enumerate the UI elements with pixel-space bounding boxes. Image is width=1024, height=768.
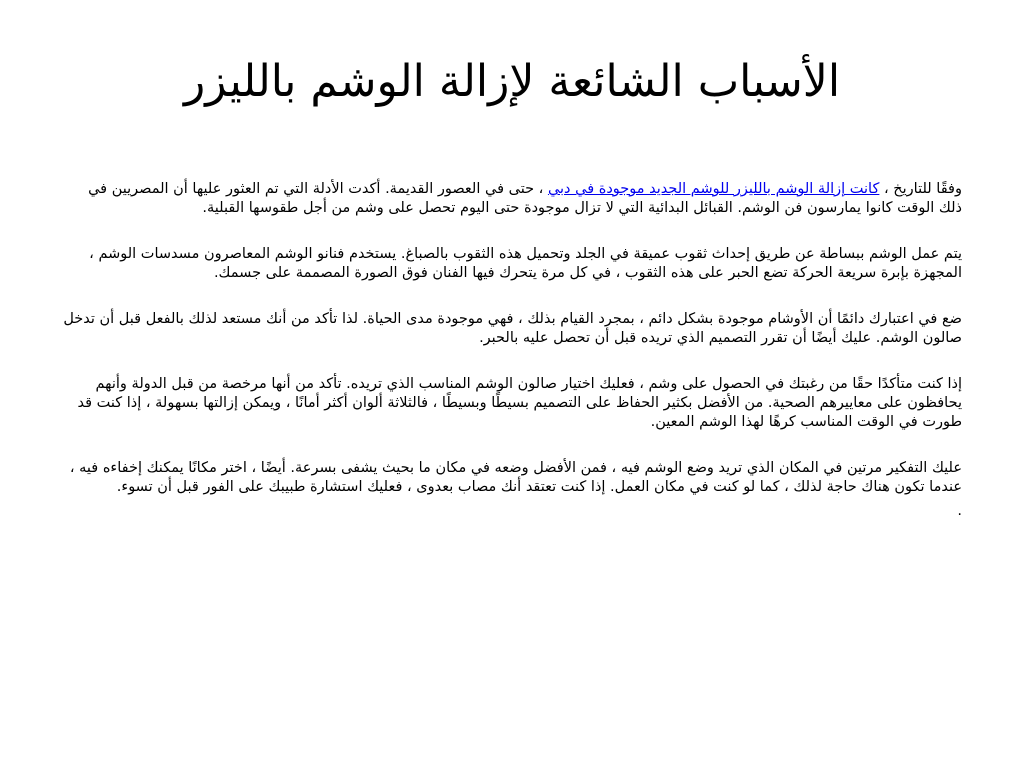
trailing-dot: . bbox=[957, 503, 962, 519]
tattoo-removal-dubai-link[interactable]: كانت إزالة الوشم بالليزر للوشم الجديد موجودة في دبي bbox=[547, 181, 880, 197]
paragraph-permanence: ضع في اعتبارك دائمًا أن الأوشام موجودة بشكل دائم ، بمجرد القيام بذلك ، فهي موجودة مدى الحياة. لذا تأكد من أنك مستعد لذلك بالفعل قبل أن تدخل صالون الوشم. عليك أيضًا أن تقرر التصميم الذي تريده قبل أن تحصل عليه بالحبر. bbox=[63, 311, 962, 346]
paragraph-placement: عليك التفكير مرتين في المكان الذي تريد وضع الوشم فيه ، فمن الأفضل وضعه في مكان ما بحيث يشفى بسرعة. أيضًا ، اختر مكانًا يمكنك إخفاءه فيه ، عندما تكون هناك حاجة لذلك ، كما لو كنت في مكان العمل. إذا كنت تعتقد أنك مصاب بعدوى ، فعليك استشارة طبيبك على الفور قبل أن تسوء. bbox=[69, 460, 962, 495]
paragraph-how-tattoo-made: يتم عمل الوشم ببساطة عن طريق إحداث ثقوب عميقة في الجلد وتحميل هذه الثقوب بالصباغ. يستخدم فنانو الوشم المعاصرون مسدسات الوشم ، المجهزة بإبرة سريعة الحركة تضع الحبر على هذه الثقوب ، في كل مرة يتحرك فيها الفنان فوق الصورة المصممة على جسمك. bbox=[89, 246, 962, 281]
paragraph-history bbox=[62, 180, 962, 218]
paragraph-history-start: وفقًا للتاريخ ، bbox=[879, 181, 962, 197]
slide-body bbox=[62, 180, 962, 521]
slide-title: الأسباب الشائعة لإزالة الوشم بالليزر bbox=[183, 56, 841, 107]
paragraph-choose-salon: إذا كنت متأكدًا حقًا من رغبتك في الحصول على وشم ، فعليك اختيار صالون الوشم المناسب الذي تريده. تأكد من أنها مرخصة من قبل الدولة وأنهم يحافظون على معاييرهم الصحية. من الأفضل بكثير الحفاظ على التصميم بسيطًا وبسيطًا ، فالثلاثة ألوان أكثر أمانًا ، ويمكن إزالتها بسهولة ، إذا كنت قد طورت في الوقت المناسب كرهًا لهذا الوشم المعين. bbox=[77, 376, 962, 430]
paragraph-history-end: ، حتى في العصور القديمة. أكدت الأدلة التي تم العثور عليها أن المصريين في ذلك الوقت كانوا يمارسون فن الوشم. القبائل البدائية التي لا تزال موجودة حتى اليوم تحصل على وشم من أجل طقوسها القبلية. bbox=[88, 181, 962, 216]
